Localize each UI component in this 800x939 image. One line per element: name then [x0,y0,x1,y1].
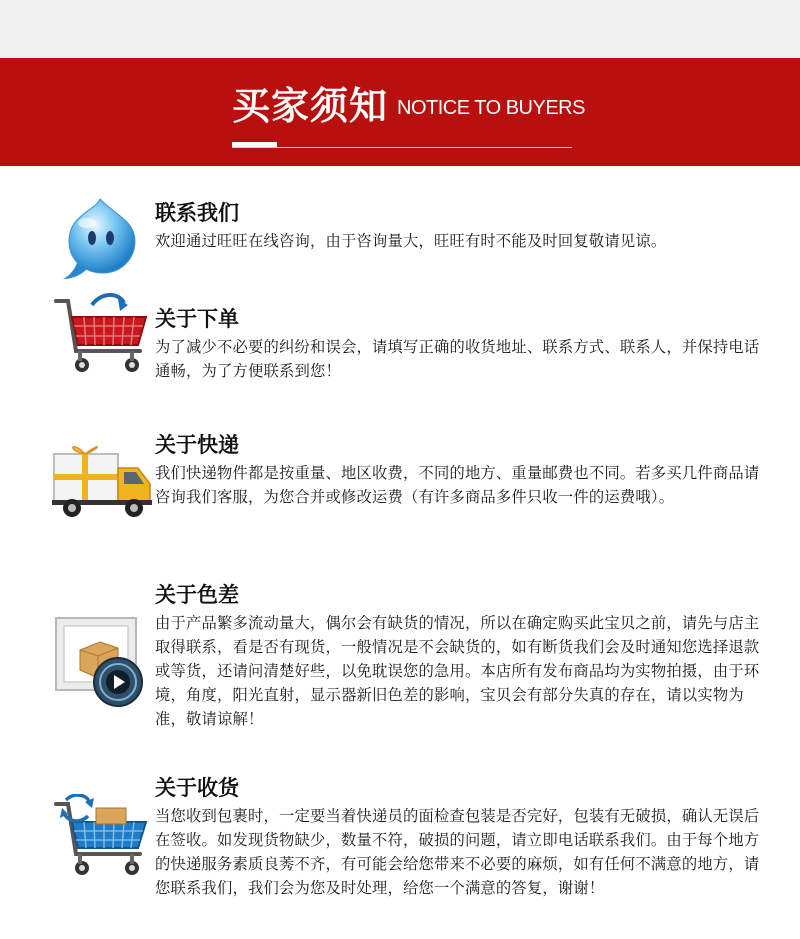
banner-title: 买家须知 [232,84,389,128]
section-title: 联系我们 [155,201,239,225]
delivery-truck-icon [50,438,154,522]
photo-frame-icon [52,612,152,708]
banner-accent-bar [232,142,277,147]
shopping-cart-icon [52,293,152,389]
banner-subtitle: NOTICE TO BUYERS [397,97,585,119]
section-title: 关于下单 [155,307,239,331]
section-title: 关于色差 [155,583,239,607]
banner-underline [232,147,572,148]
chat-bubble-icon [55,193,145,283]
section-text: 我们快递物件都是按重量、地区收费，不同的地方、重量邮费也不同。若多买几件商品请咨询我们客服，为您合并或修改运费（有许多商品多件只收一件的运费哦）。 [155,464,760,506]
top-strip [0,0,800,58]
section-text: 欢迎通过旺旺在线咨询，由于咨询量大，旺旺有时不能及时回复敬请见谅。 [155,232,667,250]
notice-banner [0,58,800,166]
section-title: 关于收货 [155,776,239,800]
section-text: 为了减少不必要的纠纷和误会，请填写正确的收货地址、联系方式、联系人，并保持电话通畅，为了方便联系到您！ [155,338,760,380]
section-text: 当您收到包裹时，一定要当着快递员的面检查包装是否完好，包装有无破损，确认无误后在签收。如发现货物缺少，数量不符，破损的问题，请立即电话联系我们。由于每个地方的快递服务素质良莠不齐，有可能会给您带来不必要的麻烦，如有任何不满意的地方，请您联系我们，我们会为您及时处理，给您一个满意的答复，谢谢！ [155,807,760,897]
cart-refresh-icon [52,794,152,890]
section-title: 关于快递 [155,433,239,457]
section-text: 由于产品繁多流动量大，偶尔会有缺货的情况，所以在确定购买此宝贝之前，请先与店主取得联系，看是否有现货，一般情况是不会缺货的，如有断货我们会及时通知您选择退款或等货，还请问清楚好些，以免耽误您的急用。本店所有发布商品均为实物拍摄，由于环境，角度，阳光直射，显示器新旧色差的影响，宝贝会有部分失真的存在，请以实物为准，敬请谅解！ [155,614,760,728]
